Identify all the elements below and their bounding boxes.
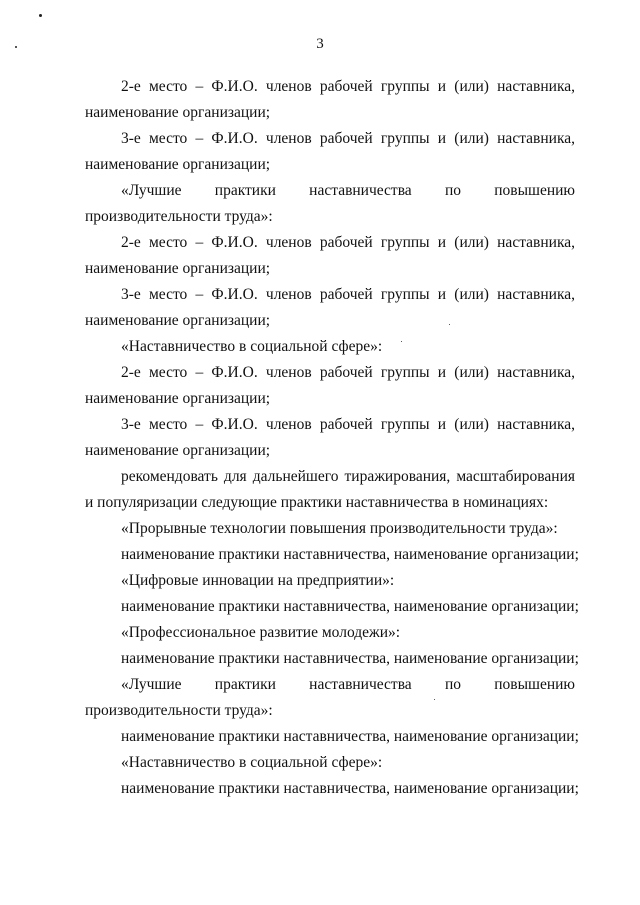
nomination-heading: «Прорывные технологии повышения производительности труда»: xyxy=(121,520,558,537)
paragraph: наименование практики наставничества, наименование организации; xyxy=(121,780,579,797)
nomination-heading: «Лучшие практики наставничества по повышению производительности труда»: xyxy=(85,676,575,719)
paragraph: 3-е место – Ф.И.О. членов рабочей группы и (или) наставника, наименование организации; xyxy=(85,416,575,459)
nomination-heading: «Цифровые инновации на предприятии»: xyxy=(121,572,395,589)
paragraph: наименование практики наставничества, наименование организации; xyxy=(121,650,579,667)
paragraph: 2-е место – Ф.И.О. членов рабочей группы и (или) наставника, наименование организации; xyxy=(85,234,575,277)
nomination-heading: «Наставничество в социальной сфере»: xyxy=(121,338,383,355)
page-number: 3 xyxy=(316,36,324,52)
nomination-heading: «Наставничество в социальной сфере»: xyxy=(121,754,383,771)
paragraph: 3-е место – Ф.И.О. членов рабочей группы и (или) наставника, наименование организации; xyxy=(85,130,575,173)
nomination-heading: «Лучшие практики наставничества по повышению производительности труда»: xyxy=(85,182,575,225)
scan-speck xyxy=(39,14,42,17)
paragraph: наименование практики наставничества, наименование организации; xyxy=(121,598,579,615)
paragraph: 2-е место – Ф.И.О. членов рабочей группы и (или) наставника, наименование организации; xyxy=(85,78,575,121)
paragraph: наименование практики наставничества, наименование организации; xyxy=(121,728,579,745)
paragraph: 3-е место – Ф.И.О. членов рабочей группы и (или) наставника, наименование организации; xyxy=(85,286,575,329)
paragraph: 2-е место – Ф.И.О. членов рабочей группы и (или) наставника, наименование организации; xyxy=(85,364,575,407)
nomination-heading: «Профессиональное развитие молодежи»: xyxy=(121,624,401,641)
paragraph: наименование практики наставничества, наименование организации; xyxy=(121,546,579,563)
body-text xyxy=(85,74,579,802)
paragraph: рекомендовать для дальнейшего тиражирования, масштабирования и популяризации следующие практики наставничества в номинациях: xyxy=(85,468,575,511)
